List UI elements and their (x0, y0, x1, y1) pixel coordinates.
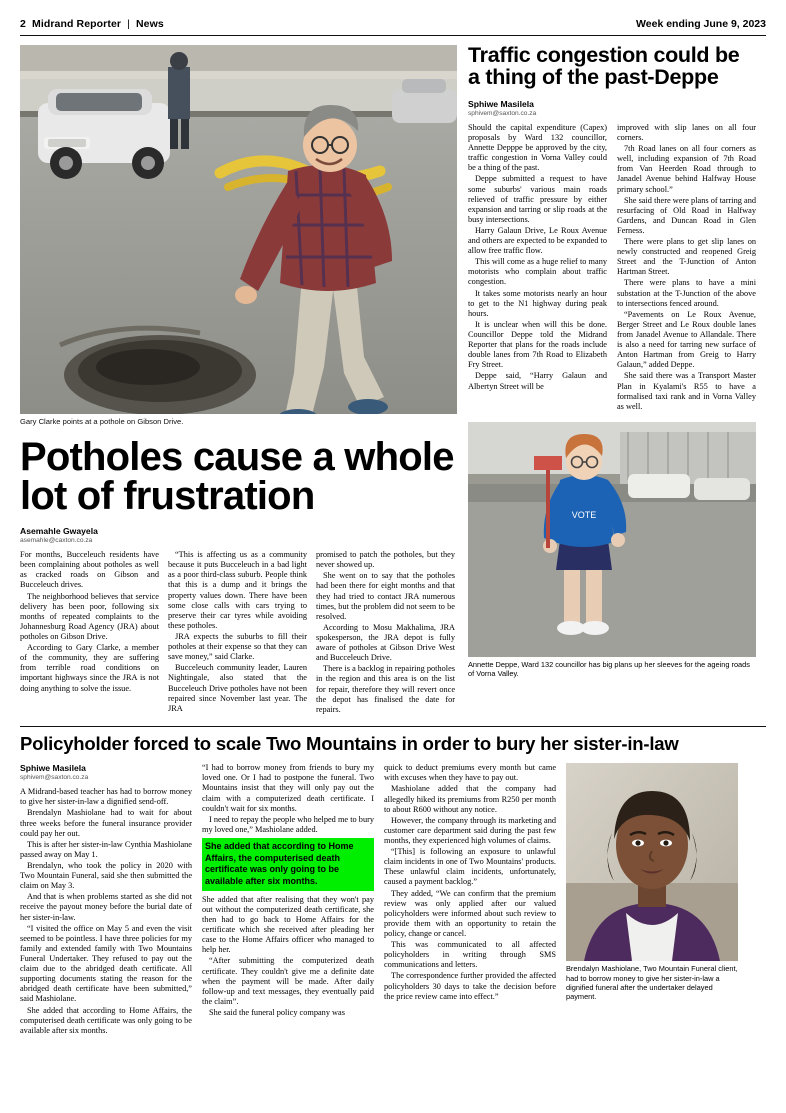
paragraph: Deppe said, “Harry Galaun and Albertyn Street will be (468, 371, 607, 391)
paragraph: It takes some motorists nearly an hour to get to the N1 highway during peak hours. (468, 288, 607, 318)
paragraph: promised to patch the potholes, but they never showed up. (316, 550, 455, 570)
paragraph: “I visited the office on May 5 and even the visit seemed to be pointless. I have three policies for my family and extended family with Two Mountains Funeral Undertaker. They refused to pay out the claim due to the abridged death certificate. All supporting documents stating the reason for the abridged death certificate have been submitted,” said Mashiolane. (20, 923, 192, 1004)
paragraph: They added, “We can confirm that the premium review was only applied after our valued policyholders were informed about such review to provide them with an opportunity to retain the policy, change or cancel. (384, 888, 556, 938)
paragraph: It is unclear when will this be done. Councillor Deppe told the Midrand Reporter that plans for the roads include double lanes from 7th Road to Elizabeth Fry Street. (468, 319, 607, 370)
paragraph: For months, Bucceleuch residents have been complaining about potholes as well as cracked roads on Gibson and Bucceleuch drives. (20, 550, 159, 590)
bottom-col-4 (566, 763, 738, 1037)
bottom-col-3 (384, 763, 556, 1037)
paragraph: According to Gary Clarke, a member of the community, they are suffering from terrible road conditions on important highways since the JRA is not doing anything to solve the issue. (20, 643, 159, 693)
main-col-3 (316, 550, 455, 716)
paragraph: There is a backlog in repairing potholes in the region and this area is on the list for repair, therefore they will revert once the depot has finalised the date for repairs. (316, 664, 455, 714)
section-divider (20, 726, 766, 727)
main-col-1 (20, 550, 159, 716)
photo2-caption: Annette Deppe, Ward 132 councillor has big plans up her sleeves for the ageing roads of Vorna Valley. (468, 659, 750, 679)
masthead-separator: | (127, 18, 130, 30)
paragraph: Bucceleuch community leader, Lauren Nightingale, also stated that the Bucceleuch Drive potholes have not been repaired since November last year. The JRA (168, 663, 307, 713)
masthead (20, 18, 766, 36)
paragraph: The correspondence further provided the affected policyholders 30 days to take the decision before the price review came into effect.” (384, 971, 556, 1001)
paragraph: “After submitting the computerized death certificate. They couldn't give me a definite date when the payment will be made. After daily follow-up and text messages, they eventually paid the claim”. (202, 956, 374, 1006)
date-line: Week ending June 9, 2023 (636, 18, 766, 30)
pull-quote-highlight: She added that according to Home Affairs, the computerised death certificate was only going to be available after six months. (202, 838, 374, 891)
paragraph: quick to deduct premiums every month but came with excuses when they have to pay out. (384, 763, 556, 783)
traffic-byline: Sphiwe Masilela (468, 98, 534, 109)
paragraph: She added that after realising that they won't pay out without the computerized death certificate, she then had to go back to Home Affairs for the certificate which she received after pleading her case to the Home Affairs officer who managed to help her. (202, 894, 374, 955)
section-name: News (135, 18, 164, 30)
main-col-2 (168, 550, 307, 716)
bottom-byline-email: sphivem@saxton.co.za (20, 774, 89, 782)
publication-name: Midrand Reporter (31, 18, 122, 30)
paragraph: improved with slip lanes on all four corners. (617, 122, 756, 142)
paragraph: Brendalyn, who took the policy in 2020 with Two Mountain Funeral, said she then submitted the claim on May 3. (20, 861, 192, 891)
paragraph: She said there was a Transport Master Plan in Kyalami's R55 to have a formalised taxi rank and in Vorna Valley as well. (617, 371, 756, 411)
paragraph: This is after her sister-in-law Cynthia Mashiolane passed away on May 1. (20, 839, 192, 859)
paragraph: According to Mosu Makhalima, JRA spokesperson, the JRA depot is fully aware of potholes at Gibson Drive West and Bucceleuch Drive. (316, 622, 455, 663)
photo3-caption: Brendalyn Mashiolane, Two Mountain Funeral client, had to borrow money to give her sister-in-law a dignified funeral after the undertaker delayed payment. (566, 964, 738, 1001)
traffic-headline: Traffic congestion could be a thing of the past-Deppe (468, 43, 740, 89)
paragraph: She said the funeral policy company was (209, 1007, 345, 1017)
paragraph: The neighborhood believes that service delivery has been poor, following six months of repeated complaints to the Johannesburg Road Agency (JRA) about potholes on Gibson Drive. (20, 591, 159, 641)
main-byline: Asemahle Gwayela (20, 526, 98, 537)
traffic-article-column (468, 45, 756, 716)
paragraph: She said there were plans of tarring and resurfacing of Old Road in Halfway Gardens, and Duncan Road in Glen Ferness. (617, 195, 756, 235)
paragraph: JRA expects the suburbs to fill their potholes at their expense so that they can save money,” said Clarke. (168, 631, 307, 662)
top-region (20, 45, 766, 716)
main-article-body (20, 550, 457, 716)
bottom-headline: Policyholder forced to scale Two Mountains in order to bury her sister-in-law (20, 732, 679, 754)
main-headline: Potholes cause a whole lot of frustration (20, 435, 454, 519)
policyholder-photo (566, 763, 738, 961)
photo1-caption: Gary Clarke points at a pothole on Gibson Drive. (20, 417, 184, 426)
paragraph: “Pavements on Le Roux Avenue, Berger Street and Le Roux double lanes from Janadel Avenue to Allandale. There is also a need for tarring new surface of Anton Hartman from Greig to Harry Galaun,” added Deppe. (617, 309, 756, 370)
pothole-photo (20, 45, 457, 414)
paragraph: However, the company through its marketing and customer care department said during the past few months, they experienced high volumes of claims. (384, 815, 556, 846)
paragraph: I need to repay the people who helped me to bury my loved one,” Mashiolane added. (202, 814, 374, 834)
svg-text:VOTE: VOTE (571, 509, 597, 520)
paragraph: “This is affecting us as a community because it puts Bucceleuch in a bad light as a poor third-class suburb. People think that this is a dump and it brings the property values down. There have been some close calls with cars trying to preserve their car tyres while avoiding these potholes. (168, 550, 307, 630)
paragraph: She went on to say that the potholes had been there for eight months and that they had tried to contact JRA numerous times, but the problem did not seem to be resolved. (316, 571, 455, 621)
paragraph: “[This] is following an exposure to unlawful claim incidents in one of Two Mountains' products. These unlawful claim incidents, unfortunately, caused a payment backlog.” (384, 847, 556, 887)
paragraph: Brendalyn Mashiolane had to wait for about three weeks before the funeral insurance provider could pay her out. (20, 808, 192, 838)
paragraph: She added that according to Home Affairs, the computerised death certificate was only going to be available after six months. (20, 1005, 192, 1035)
paragraph: Harry Galaun Drive, Le Roux Avenue and others are expected to be expanded to allow free traffic flow. (468, 225, 607, 256)
paragraph: Should the capital expenditure (Capex) proposals by Ward 132 councillor, Annette Depppe be approved by the city, traffic congestion in Vorna Valley could be a thing of the past. (468, 122, 607, 173)
bottom-col-1 (20, 763, 192, 1037)
paragraph: This was communicated to all affected policyholders in writing through SMS communications and letters. (384, 940, 556, 970)
main-article-column (20, 45, 457, 716)
traffic-byline-email: sphivem@saxton.co.za (468, 109, 537, 117)
paragraph: “I had to borrow money from friends to bury my loved one. Or I had to postpone the funeral. Two Mountains insist that they will only pay out the claim with a computerized death certificate. I couldn't wait for six months. (202, 763, 374, 813)
paragraph: 7th Road lanes on all four corners as well, including expansion of 7th Road from Van Heerden Road through to Janadel Avenue behind Halfway House primary school.” (617, 144, 756, 194)
paragraph: There were plans to have a mini substation at the T-Junction of the above to intersections fenced around. (617, 278, 756, 308)
bottom-col-2 (202, 763, 374, 1037)
bottom-article-body (20, 763, 766, 1037)
paragraph: Mashiolane added that the company had allegedly hiked its premiums from R250 per month to about R600 without any notice. (384, 784, 556, 814)
masthead-left (20, 18, 164, 30)
paragraph: This will come as a huge relief to many motorists who complain about traffic congestion. (468, 257, 607, 287)
page-number: 2 (20, 18, 26, 30)
traffic-col-1 (468, 123, 607, 413)
councillor-photo (468, 422, 756, 657)
paragraph: Deppe submitted a request to have some suburbs' various main roads relieved of traffic pressure by either expansion and tarring or slip roads at the busy intersections. (468, 174, 607, 224)
bottom-byline: Sphiwe Masilela (20, 763, 86, 774)
paragraph: There were plans to get slip lanes on newly constructed and reopened Greig Street and the T-Junction of Anton Hartman Street. (617, 237, 756, 277)
traffic-article-body (468, 123, 756, 413)
paragraph: And that is when problems started as she did not receive the payout money before the burial date of her sister-in-law. (20, 892, 192, 922)
paragraph: A Midrand-based teacher has had to borrow money to give her sister-in-law a dignified send-off. (20, 787, 192, 807)
main-byline-email: asemahle@caxton.co.za (20, 537, 93, 545)
traffic-col-2 (617, 123, 756, 413)
